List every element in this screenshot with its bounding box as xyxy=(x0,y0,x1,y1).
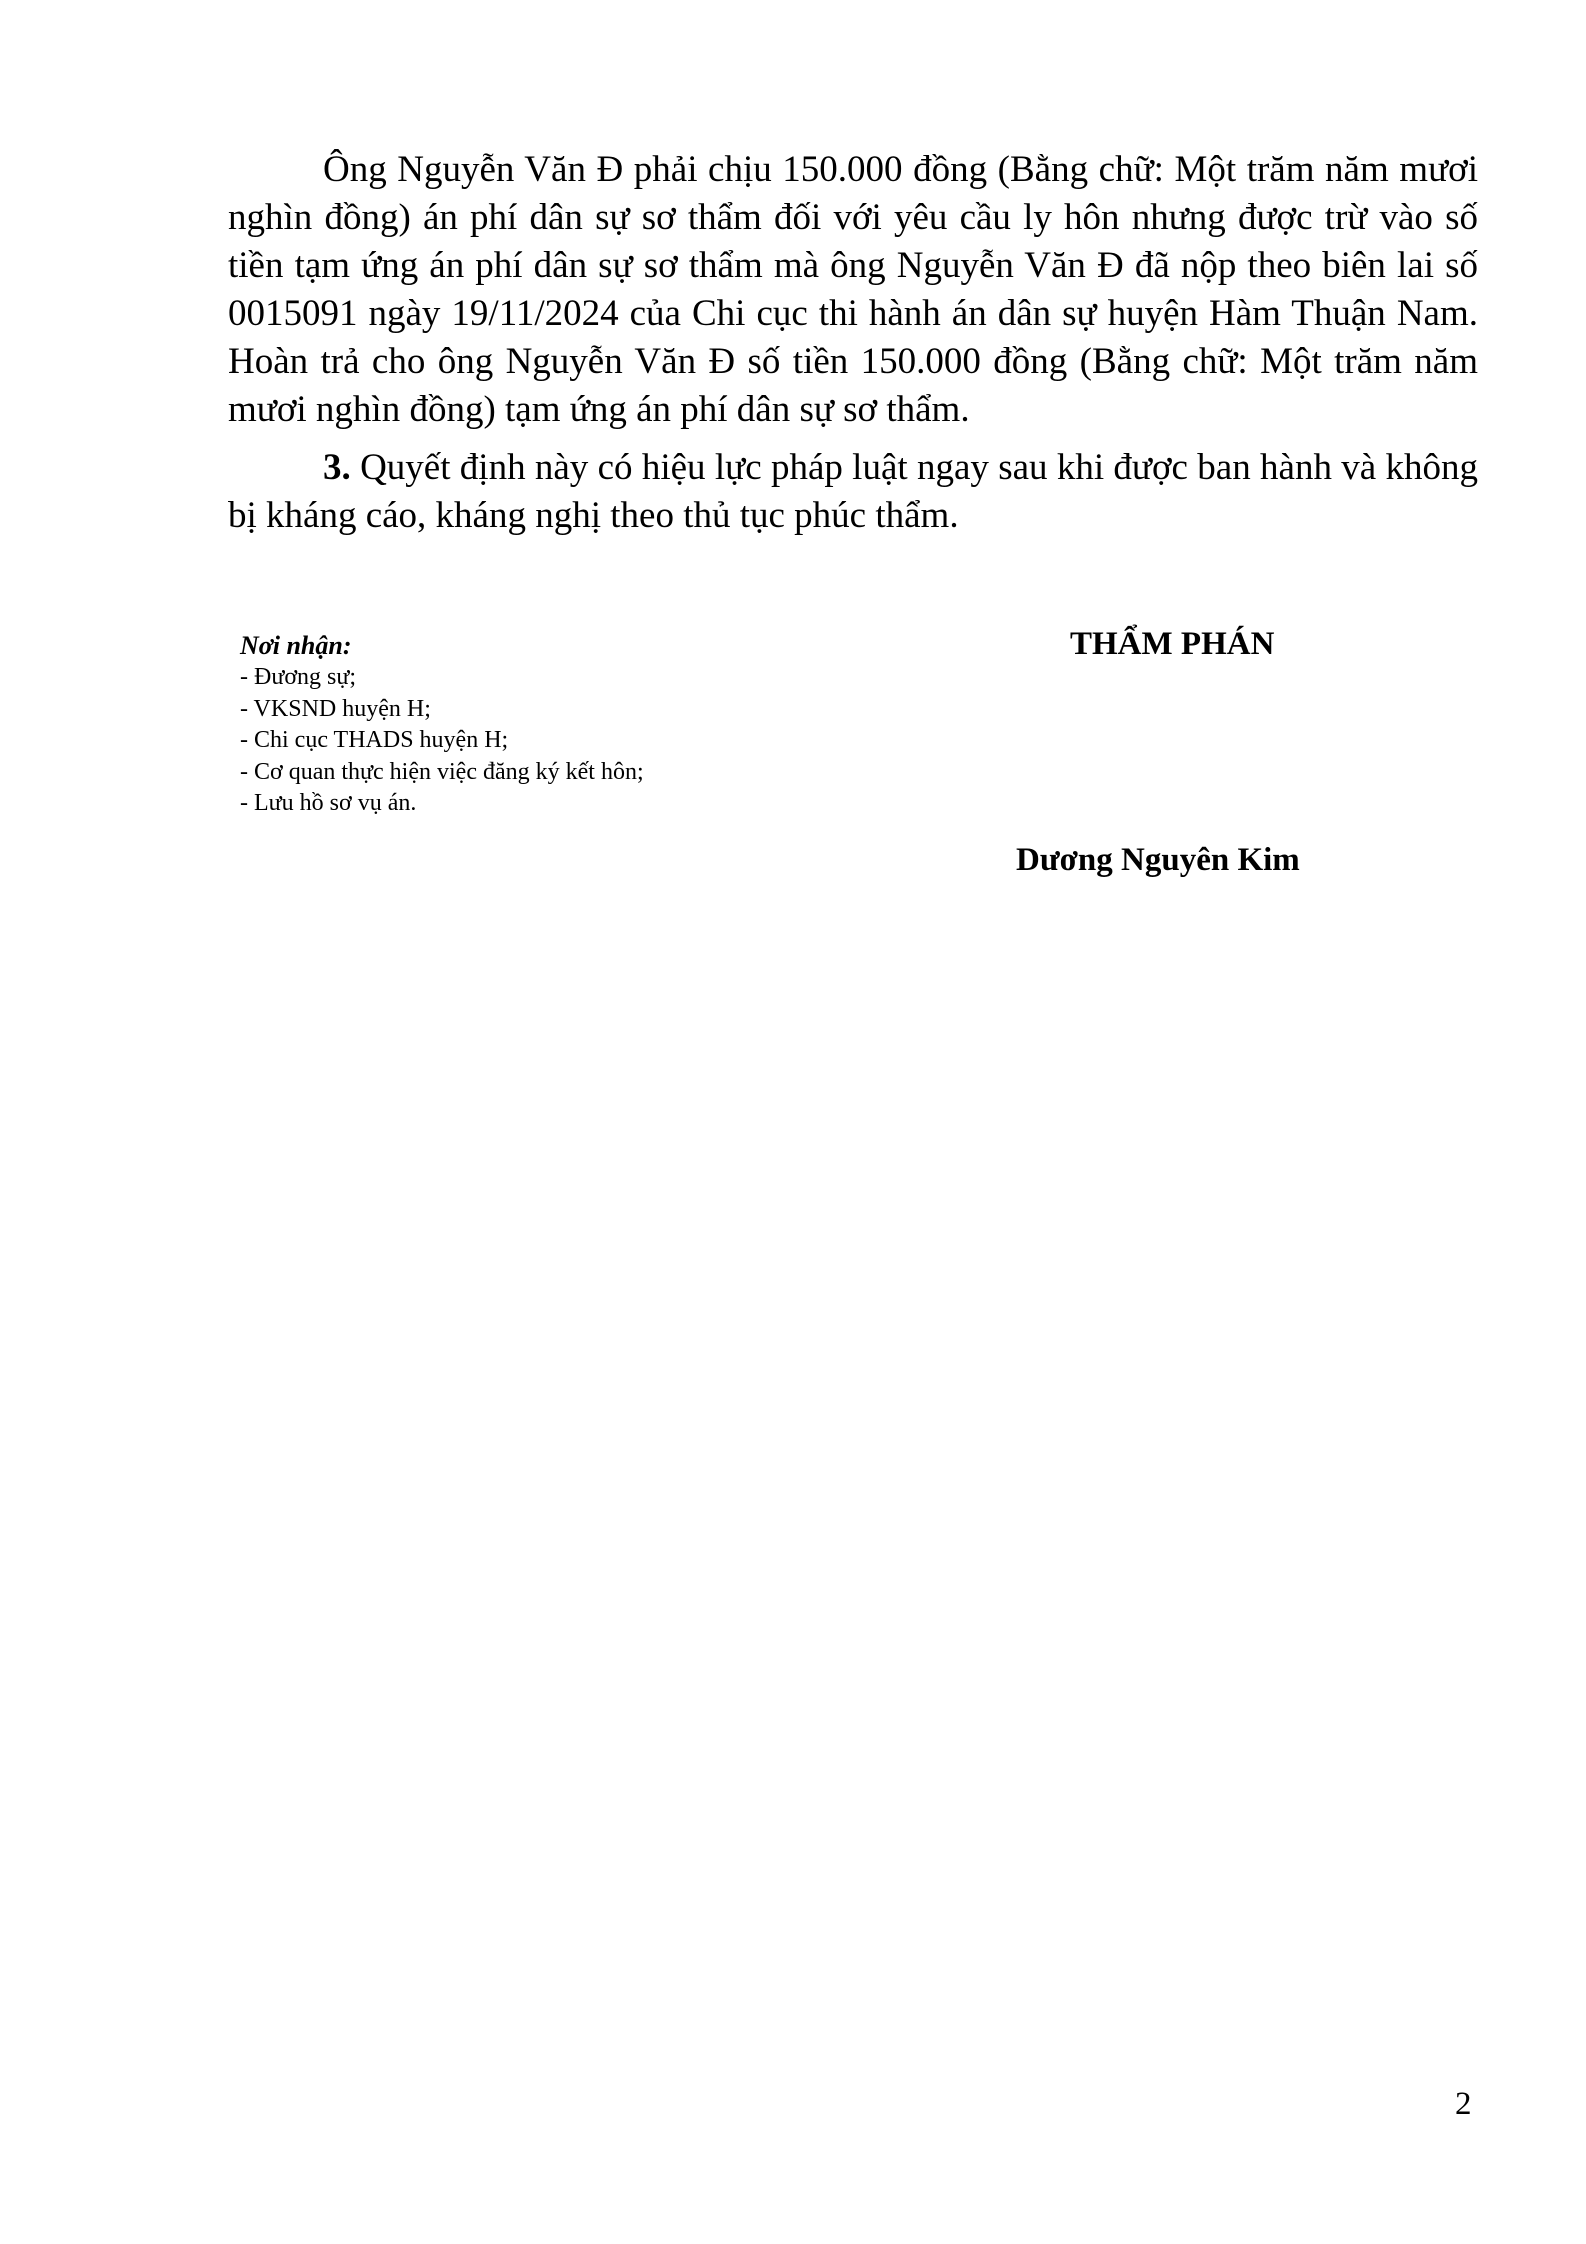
document-body xyxy=(228,146,1478,540)
signature-name: Dương Nguyên Kim xyxy=(1016,842,1300,878)
page-number: 2 xyxy=(1455,2086,1472,2122)
paragraph-court-fee: Ông Nguyễn Văn Đ phải chịu 150.000 đồng (Bằng chữ: Một trăm năm mươi nghìn đồng) án phí dân sự sơ thẩm đối với yêu cầu ly hôn nhưng được trừ vào số tiền tạm ứng án phí dân sự sơ thẩm mà ông Nguyễn Văn Đ đã nộp theo biên lai số 0015091 ngày 19/11/2024 của Chi cục thi hành án dân sự huyện Hàm Thuận Nam. Hoàn trả cho ông Nguyễn Văn Đ số tiền 150.000 đồng (Bằng chữ: Một trăm năm mươi nghìn đồng) tạm ứng án phí dân sự sơ thẩm. xyxy=(228,149,1478,430)
recipient-item: - Đương sự; xyxy=(240,664,357,690)
recipient-item: - Chi cục THADS huyện H; xyxy=(240,727,509,753)
recipient-item: - VKSND huyện H; xyxy=(240,695,431,722)
paragraph-effect xyxy=(228,444,1478,540)
paragraph-effect-text: Quyết định này có hiệu lực pháp luật ngay sau khi được ban hành và không bị kháng cáo, kháng nghị theo thủ tục phúc thẩm. xyxy=(228,447,1478,536)
recipients-list xyxy=(240,662,800,820)
recipients-block xyxy=(240,630,800,820)
paragraph-number: 3. xyxy=(323,447,351,488)
recipient-item: - Cơ quan thực hiện việc đăng ký kết hôn; xyxy=(240,758,644,785)
recipients-title: Nơi nhận: xyxy=(240,631,352,660)
recipient-item: - Lưu hồ sơ vụ án. xyxy=(240,790,417,816)
signature-title: THẨM PHÁN xyxy=(1070,626,1275,662)
